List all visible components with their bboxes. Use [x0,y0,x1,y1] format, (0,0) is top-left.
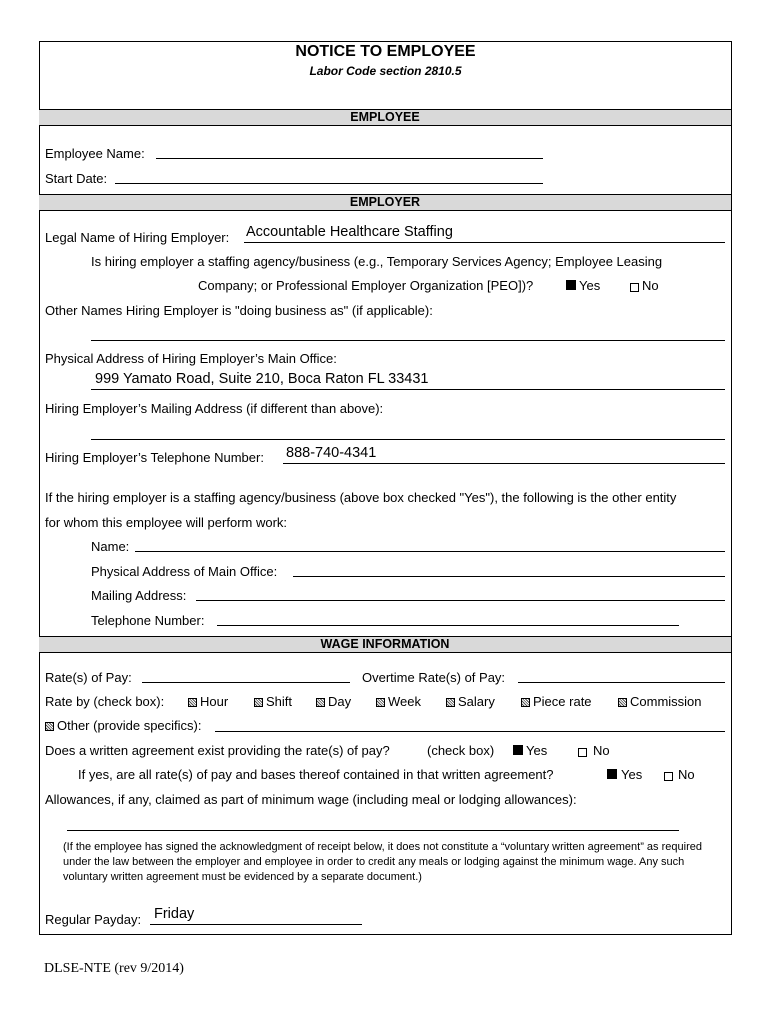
staffing-no-label: No [642,278,659,293]
start-date-field[interactable] [115,183,543,184]
rate-other-label: Other (provide specifics): [57,718,202,733]
rate-field[interactable] [142,682,350,683]
rate-day-checkbox[interactable] [316,698,325,707]
employer-section-header: EMPLOYER [39,194,731,211]
bases-no-checkbox[interactable] [664,772,673,781]
dba-field[interactable] [91,340,725,341]
rate-label: Rate(s) of Pay: [45,670,132,685]
rate-commission-checkbox[interactable] [618,698,627,707]
overtime-label: Overtime Rate(s) of Pay: [362,670,506,685]
overtime-field[interactable] [518,682,725,683]
agreement-hint: (check box) [427,743,495,758]
form-revision: DLSE-NTE (rev 9/2014) [44,961,184,976]
physical-address-label: Physical Address of Hiring Employer’s Main Office: [45,351,337,366]
agreement-question: Does a written agreement exist providing the rate(s) of pay? [45,743,390,758]
staffing-no-checkbox[interactable] [630,283,639,292]
page-title: NOTICE TO EMPLOYEE [295,43,476,60]
entity-name-field[interactable] [135,551,725,552]
bases-yes-label: Yes [621,767,643,782]
page-subtitle: Labor Code section 2810.5 [309,64,462,78]
entity-physical-label: Physical Address of Main Office: [91,564,278,579]
rate-week-label: Week [388,694,421,709]
rate-week-checkbox[interactable] [376,698,385,707]
start-date-label: Start Date: [45,171,108,186]
staffing-yes-label: Yes [579,278,601,293]
other-entity-text-line1: If the hiring employer is a staffing agency/business (above box checked "Yes"), the following is the other entity [45,490,677,505]
physical-address-field[interactable] [91,389,725,390]
rate-by-label: Rate by (check box): [45,694,165,709]
rate-other-checkbox[interactable] [45,722,54,731]
payday-value: Friday [154,906,195,922]
mailing-address-field[interactable] [91,439,725,440]
rate-shift-checkbox[interactable] [254,698,263,707]
agreement-no-label: No [593,743,610,758]
mailing-address-label: Hiring Employer’s Mailing Address (if different than above): [45,401,384,416]
bases-question: If yes, are all rate(s) of pay and bases thereof contained in that written agreement? [78,767,554,782]
legal-name-field[interactable] [244,242,725,243]
other-entity-text-line2: for whom this employee will perform work: [45,515,288,530]
rate-hour-checkbox[interactable] [188,698,197,707]
agreement-no-checkbox[interactable] [578,748,587,757]
bases-no-label: No [678,767,695,782]
staffing-yes-checkbox[interactable] [566,280,576,290]
entity-name-label: Name: [91,539,130,554]
employee-name-label: Employee Name: [45,146,145,161]
bases-yes-checkbox[interactable] [607,769,617,779]
staffing-question-line1: Is hiring employer a staffing agency/business (e.g., Temporary Services Agency; Employee Leasing [91,254,663,269]
legal-name-label: Legal Name of Hiring Employer: [45,230,230,245]
legal-name-value: Accountable Healthcare Staffing [246,224,453,240]
entity-phone-label: Telephone Number: [91,613,205,628]
telephone-label: Hiring Employer’s Telephone Number: [45,450,264,465]
payday-label: Regular Payday: [45,912,142,927]
employee-name-field[interactable] [156,158,543,159]
telephone-field[interactable] [283,463,725,464]
rate-piece-checkbox[interactable] [521,698,530,707]
staffing-question-line2: Company; or Professional Employer Organization [PEO])? [198,278,534,293]
dba-label: Other Names Hiring Employer is "doing business as" (if applicable): [45,303,433,318]
entity-phone-field[interactable] [217,625,679,626]
rate-other-field[interactable] [215,731,725,732]
agreement-yes-checkbox[interactable] [513,745,523,755]
entity-physical-field[interactable] [293,576,725,577]
payday-field[interactable] [150,924,362,925]
rate-hour-label: Hour [200,694,229,709]
physical-address-value: 999 Yamato Road, Suite 210, Boca Raton FL 33431 [95,371,429,387]
rate-shift-label: Shift [266,694,293,709]
employee-section-header: EMPLOYEE [39,109,731,126]
rate-commission-label: Commission [630,694,702,709]
allowances-field[interactable] [67,830,679,831]
rate-salary-checkbox[interactable] [446,698,455,707]
rate-day-label: Day [328,694,352,709]
entity-mailing-label: Mailing Address: [91,588,187,603]
telephone-value: 888-740-4341 [286,445,377,461]
entity-mailing-field[interactable] [196,600,725,601]
agreement-yes-label: Yes [526,743,548,758]
rate-piece-label: Piece rate [533,694,592,709]
rate-salary-label: Salary [458,694,495,709]
wage-section-header: WAGE INFORMATION [39,636,731,653]
allowances-label: Allowances, if any, claimed as part of minimum wage (including meal or lodging allowances): [45,792,577,807]
voluntary-agreement-note: (If the employee has signed the acknowledgment of receipt below, it does not constitute a “voluntary written agreement” as required under the law between the employer and employee in order to credit any meals or lodging against the minimum wage. Any such voluntary written agreement must be evidenced by a separate document.) [63,841,702,883]
